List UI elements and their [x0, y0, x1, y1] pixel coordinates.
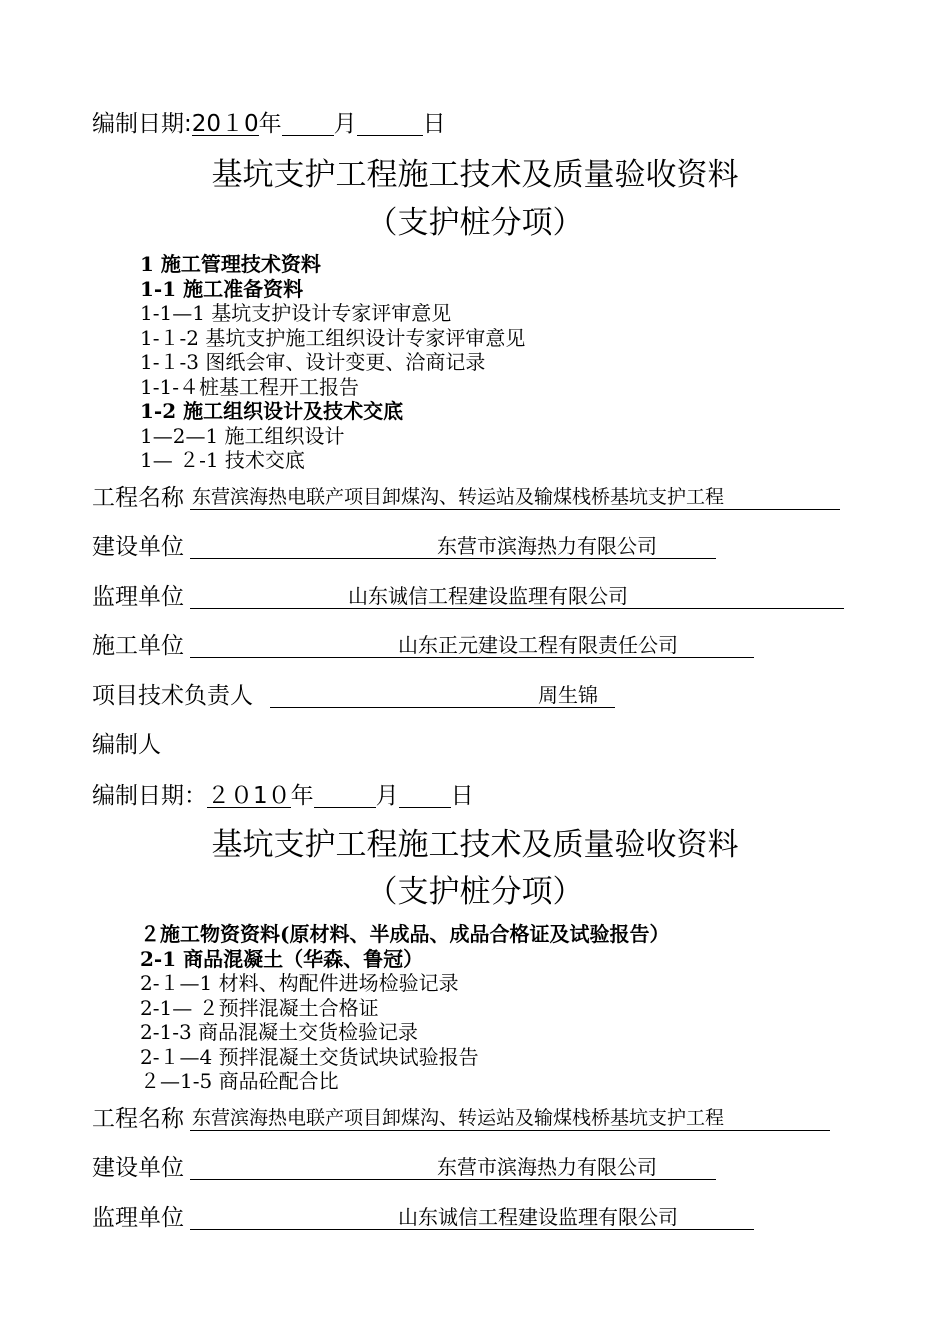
- date-year: 20１0: [191, 111, 259, 137]
- list-item: 1-１-3 图纸会审、设计变更、洽商记录: [140, 350, 486, 374]
- list-item: 1-1—1 基坑支护设计专家评审意见: [140, 301, 452, 325]
- compile-date-2: [92, 785, 474, 808]
- contents-list-2: [140, 922, 669, 1094]
- list-item: 2-1— ２预拌混凝土合格证: [140, 995, 379, 1020]
- project-name-value-1: 东营滨海热电联产项目卸煤沟、转运站及输煤栈桥基坑支护工程: [192, 486, 725, 508]
- tech-lead-label-1: 项目技术负责人: [92, 683, 253, 709]
- contractor-value-1: 山东正元建设工程有限责任公司: [398, 633, 678, 657]
- day-blank[interactable]: [399, 785, 451, 808]
- list-item: 1 施工管理技术资料: [140, 252, 321, 276]
- list-item: ２施工物资资料(原材料、半成品、成品合格证及试验报告）: [140, 922, 670, 946]
- compiler-label-1: 编制人: [92, 732, 161, 758]
- list-item: 1-１-2 基坑支护施工组织设计专家评审意见: [140, 325, 526, 350]
- list-item: 1— ２-1 技术交底: [140, 448, 305, 472]
- document-subtitle-1: （支护桩分项）: [366, 205, 584, 241]
- project-name-label-2: 工程名称: [92, 1106, 184, 1132]
- supervisor-value-2: 山东诚信工程建设监理有限公司: [398, 1205, 678, 1229]
- builder-value-1: 东营市滨海热力有限公司: [437, 534, 657, 558]
- list-item: 1—2—1 施工组织设计: [140, 423, 345, 448]
- day-char: 日: [422, 111, 446, 137]
- day-char: 日: [450, 783, 474, 809]
- document-title-2: 基坑支护工程施工技术及质量验收资料: [211, 827, 739, 863]
- project-name-label-1: 工程名称: [92, 485, 184, 511]
- list-item: ２—1-5 商品砼配合比: [140, 1069, 339, 1093]
- list-item: 2-１—1 材料、构配件进场检验记录: [140, 971, 459, 995]
- list-item: 2-1-3 商品混凝土交货检验记录: [140, 1020, 419, 1044]
- builder-underline-1: [190, 558, 716, 559]
- document-subtitle-2: （支护桩分项）: [366, 874, 584, 910]
- list-item: 2-1 商品混凝土（华森、鲁冠）: [140, 946, 424, 971]
- year-char: 年: [258, 111, 282, 137]
- date-label: 编制日期:: [92, 111, 192, 137]
- month-char: 月: [375, 783, 399, 809]
- builder-underline-2: [190, 1179, 716, 1180]
- project-name-value-2: 东营滨海热电联产项目卸煤沟、转运站及输煤栈桥基坑支护工程: [192, 1107, 725, 1129]
- contractor-label-1: 施工单位: [92, 633, 184, 659]
- project-name-underline-2: [190, 1130, 830, 1131]
- builder-value-2: 东营市滨海热力有限公司: [437, 1155, 657, 1179]
- tech-lead-underline-1: [270, 707, 615, 708]
- list-item: 1-2 施工组织设计及技术交底: [140, 399, 404, 423]
- month-char: 月: [333, 111, 357, 137]
- project-name-underline-1: [190, 509, 840, 510]
- day-blank[interactable]: [357, 113, 423, 136]
- list-item: 2-１—4 预拌混凝土交货试块试验报告: [140, 1044, 479, 1069]
- contractor-underline-1: [190, 657, 754, 658]
- month-blank[interactable]: [314, 785, 376, 808]
- supervisor-label-2: 监理单位: [92, 1205, 184, 1231]
- list-item: 1-1 施工准备资料: [140, 276, 304, 301]
- builder-label-1: 建设单位: [92, 534, 184, 560]
- tech-lead-value-1: 周生锦: [538, 683, 598, 707]
- date-label: 编制日期：: [92, 783, 207, 809]
- month-blank[interactable]: [282, 113, 334, 136]
- year-char: 年: [290, 783, 314, 809]
- date-year: ２０1０: [207, 783, 291, 809]
- compile-date-1: [92, 113, 446, 136]
- supervisor-underline-2: [190, 1229, 754, 1230]
- document-title-1: 基坑支护工程施工技术及质量验收资料: [211, 157, 739, 193]
- contents-list-1: [140, 252, 525, 473]
- supervisor-underline-1: [190, 608, 844, 609]
- builder-label-2: 建设单位: [92, 1155, 184, 1181]
- supervisor-label-1: 监理单位: [92, 584, 184, 610]
- list-item: 1-1-４桩基工程开工报告: [140, 374, 359, 399]
- supervisor-value-1: 山东诚信工程建设监理有限公司: [348, 584, 628, 608]
